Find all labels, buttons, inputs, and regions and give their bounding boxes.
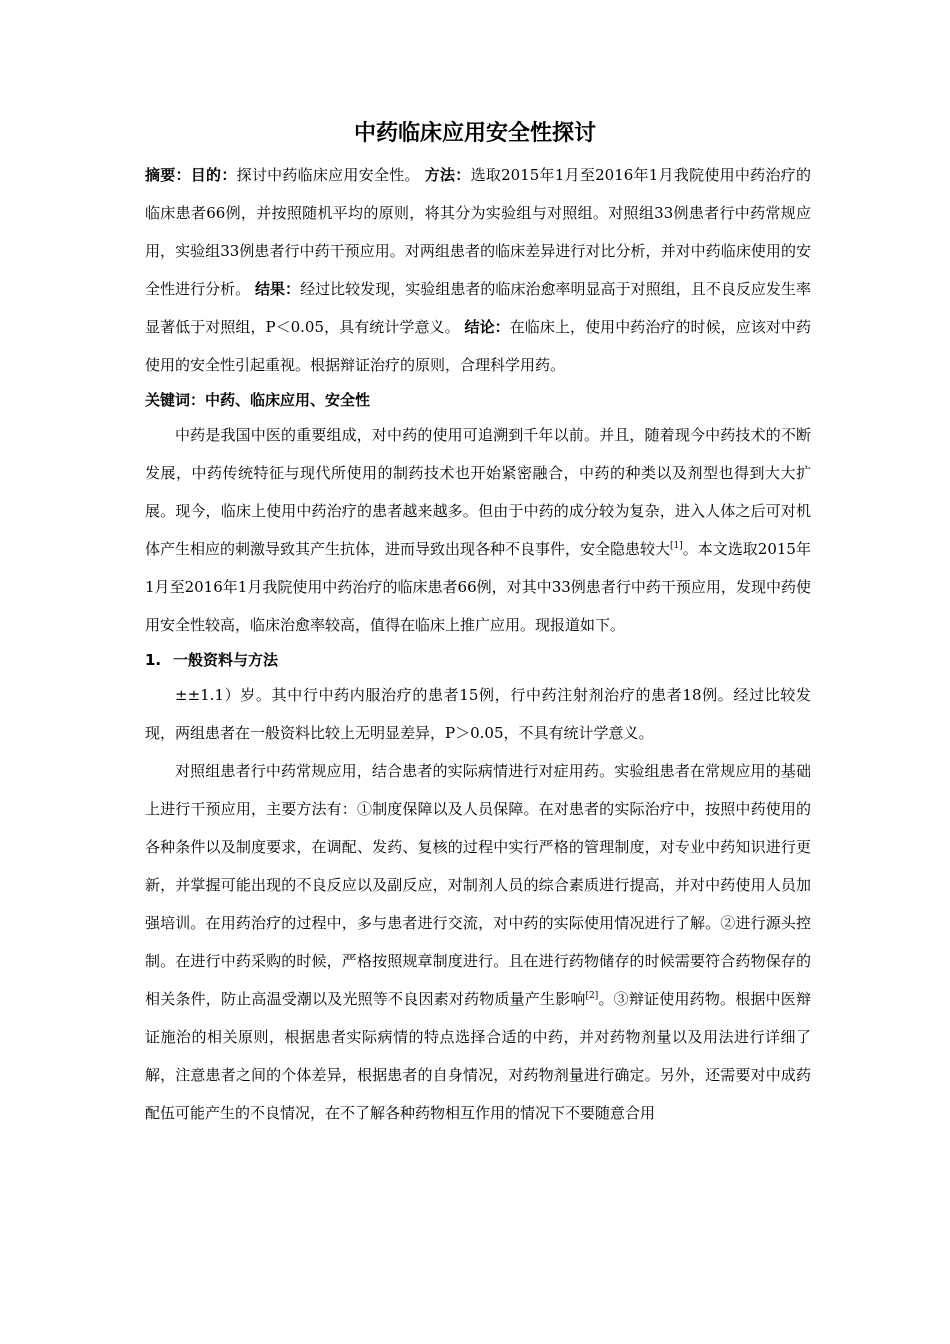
intro-part1: 中药是我国中医的重要组成，对中药的使用可追溯到千年以前。并且，随着现今中药技术的不断发展，中药传统特征与现代所使用的制药技术也开始紧密融合，中药的种类以及剂型也得到大大扩展。现今，临床上使用中药治疗的患者越来越多。但由于中药的成分较为复杂，进入人体之后可对机体产生相应的刺激导致其产生抗体，进而导致出现各种不良事件，安全隐患较大 — [145, 426, 811, 558]
citation-2: [2] — [585, 991, 599, 1001]
result-text: 经过比较发现，实验组患者的临床治愈率明显高于对照组，且不良反应发生率显著低于对照组，P＜0.05，具有统计学意义。 — [145, 280, 811, 336]
conclusion-text: 在临床上，使用中药治疗的时候，应该对中药使用的安全性引起重视。根据辩证治疗的原则，合理科学用药。 — [145, 318, 811, 374]
methods-part2: 。③辩证使用药物。根据中医辩证施治的相关原则，根据患者实际病情的特点选择合适的中药，并对药物剂量以及用法进行详细了解，注意患者之间的个体差异，根据患者的自身情况，对药物剂量进行确定。另外，还需要对中成药配伍可能产生的不良情况，在不了解各种药物相互作用的情况下不要随意合用 — [145, 990, 811, 1122]
abstract-label: 摘要： — [145, 166, 191, 184]
general-paragraph: ±±1.1）岁。其中行中药内服治疗的患者15例，行中药注射剂治疗的患者18例。经过比较发现，两组患者在一般资料比较上无明显差异，P＞0.05，不具有统计学意义。 — [145, 686, 811, 742]
section-heading — [145, 644, 811, 676]
methods-part1: 对照组患者行中药常规应用，结合患者的实际病情进行对症用药。实验组患者在常规应用的基础上进行干预应用，主要方法有：①制度保障以及人员保障。在对患者的实际治疗中，按照中药使用的各种条件以及制度要求，在调配、发药、复核的过程中实行严格的管理制度，对专业中药知识进行更新，并掌握可能出现的不良反应以及副反应，对制剂人员的综合素质进行提高，并对中药使用人员加强培训。在用药治疗的过程中，多与患者进行交流，对中药的实际使用情况进行了解。②进行源头控制。在进行中药采购的时候，严格按照规章制度进行。且在进行药物储存的时候需要符合药物保存的相关条件，防止高温受潮以及光照等不良因素对药物质量产生影响 — [145, 762, 811, 1008]
keywords-label: 关键词： — [145, 391, 206, 409]
section-title: 一般资料与方法 — [173, 651, 279, 669]
citation-1: [1] — [670, 541, 683, 551]
abstract — [145, 156, 811, 384]
result-label: 结果： — [254, 280, 301, 298]
keywords-text: 中药、临床应用、安全性 — [205, 391, 371, 409]
aim-label: 目的： — [190, 166, 237, 184]
methods-paragraph — [145, 752, 811, 1132]
method-text: 选取2015年1月至2016年1月我院使用中药治疗的临床患者66例，并按照随机平均的原则，将其分为实验组与对照组。对照组33例患者行中药常规应用，实验组33例患者行中药干预应用。对两组患者的临床差异进行对比分析，并对中药临床使用的安全性进行分析。 — [145, 166, 811, 298]
intro-part2: 。本文选取2015年1月至2016年1月我院使用中药治疗的临床患者66例，对其中33例患者行中药干预应用，发现中药使用安全性较高，临床治愈率较高，值得在临床上推广应用。现报道如下。 — [145, 540, 811, 634]
keywords — [145, 384, 811, 416]
method-label: 方法： — [424, 166, 471, 184]
intro-paragraph — [145, 416, 811, 644]
conclusion-label: 结论： — [464, 318, 510, 336]
paper-title: 中药临床应用安全性探讨 — [353, 121, 596, 146]
aim-text: 探讨中药临床应用安全性。 — [236, 166, 420, 184]
paper-body — [145, 156, 811, 1132]
section-number: 1. — [145, 651, 162, 669]
